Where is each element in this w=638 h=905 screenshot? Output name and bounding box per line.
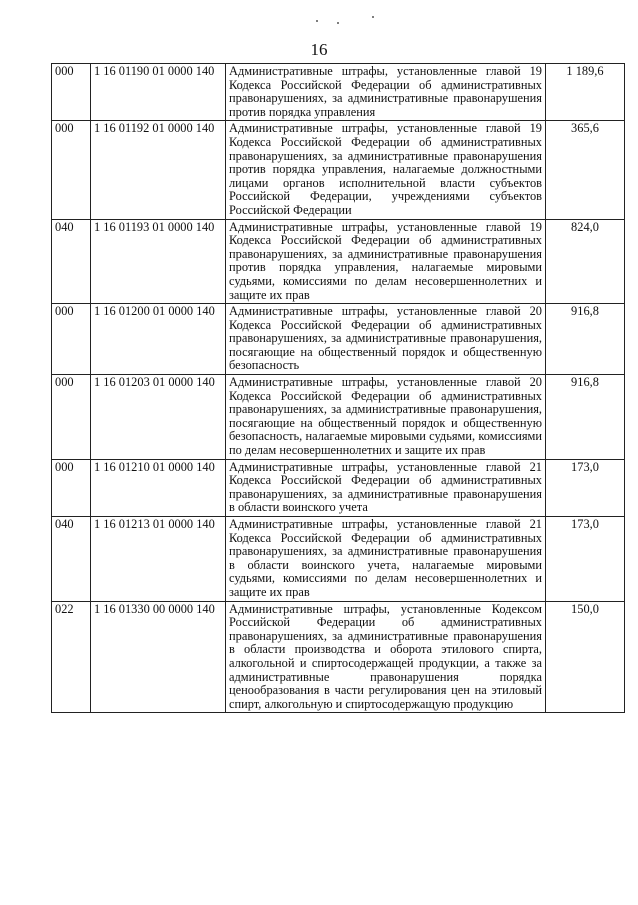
kbk-code-cell: 1 16 01192 01 0000 140 [91, 121, 226, 219]
revenue-name-cell: Административные штрафы, установленные главой 20 Кодекса Российской Федерации об административных правонарушениях, за административные правонарушения, посягающие на общественный порядок и общественную безопасность, налагаемые мировыми судьями, комиссиями по делам несовершеннолетних и защите их прав [226, 375, 546, 460]
kbk-code-cell: 1 16 01203 01 0000 140 [91, 375, 226, 460]
admin-code-cell: 000 [52, 64, 91, 121]
budget-revenue-table [51, 63, 625, 713]
amount-cell: 173,0 [546, 459, 625, 516]
kbk-code-cell: 1 16 01210 01 0000 140 [91, 459, 226, 516]
revenue-name-cell: Административные штрафы, установленные главой 21 Кодекса Российской Федерации об административных правонарушениях, за административные правонарушения в области воинского учета [226, 459, 546, 516]
scan-speck [372, 16, 374, 18]
scan-speck [316, 20, 318, 22]
revenue-name-cell: Административные штрафы, установленные главой 20 Кодекса Российской Федерации об административных правонарушениях, за административные правонарушения, посягающие на общественный порядок и общественную безопасность [226, 304, 546, 375]
amount-cell: 916,8 [546, 304, 625, 375]
admin-code-cell: 040 [52, 517, 91, 602]
amount-cell: 365,6 [546, 121, 625, 219]
table-row [52, 304, 625, 375]
table-row [52, 64, 625, 121]
kbk-code-cell: 1 16 01213 01 0000 140 [91, 517, 226, 602]
amount-cell: 1 189,6 [546, 64, 625, 121]
table-row [52, 601, 625, 713]
table-row [52, 517, 625, 602]
table-row [52, 219, 625, 304]
table-row [52, 459, 625, 516]
table-row [52, 121, 625, 219]
kbk-code-cell: 1 16 01330 00 0000 140 [91, 601, 226, 713]
revenue-name-cell: Административные штрафы, установленные главой 19 Кодекса Российской Федерации об административных правонарушениях, за административные правонарушения против порядка управления, налагаемые мировыми судьями, комиссиями по делам несовершеннолетних и защите их прав [226, 219, 546, 304]
revenue-name-cell: Административные штрафы, установленные главой 19 Кодекса Российской Федерации об административных правонарушениях, за административные правонарушения против порядка управления, налагаемые должностными лицами органов исполнительной власти субъектов Российской Федерации, учреждениями субъектов Российской Федерации [226, 121, 546, 219]
kbk-code-cell: 1 16 01193 01 0000 140 [91, 219, 226, 304]
admin-code-cell: 000 [52, 459, 91, 516]
admin-code-cell: 000 [52, 121, 91, 219]
amount-cell: 916,8 [546, 375, 625, 460]
kbk-code-cell: 1 16 01190 01 0000 140 [91, 64, 226, 121]
amount-cell: 150,0 [546, 601, 625, 713]
revenue-name-cell: Административные штрафы, установленные главой 19 Кодекса Российской Федерации об административных правонарушениях, за административные правонарушения против порядка управления [226, 64, 546, 121]
page-number: 16 [310, 40, 328, 59]
kbk-code-cell: 1 16 01200 01 0000 140 [91, 304, 226, 375]
scan-speck [337, 22, 339, 24]
revenue-name-cell: Административные штрафы, установленные Кодексом Российской Федерации об административных правонарушениях, за административные правонарушения в области производства и оборота этилового спирта, алкогольной и спиртосодержащей продукции, а также за административные правонарушения порядка ценообразования в части регулирования цен на этиловый спирт, алкогольную и спиртосодержащую продукцию [226, 601, 546, 713]
admin-code-cell: 000 [52, 375, 91, 460]
admin-code-cell: 040 [52, 219, 91, 304]
table-row [52, 375, 625, 460]
admin-code-cell: 022 [52, 601, 91, 713]
revenue-name-cell: Административные штрафы, установленные главой 21 Кодекса Российской Федерации об административных правонарушениях, за административные правонарушения в области воинского учета, налагаемые мировыми судьями, комиссиями по делам несовершеннолетних и защите их прав [226, 517, 546, 602]
table-body [52, 64, 625, 713]
amount-cell: 173,0 [546, 517, 625, 602]
admin-code-cell: 000 [52, 304, 91, 375]
amount-cell: 824,0 [546, 219, 625, 304]
